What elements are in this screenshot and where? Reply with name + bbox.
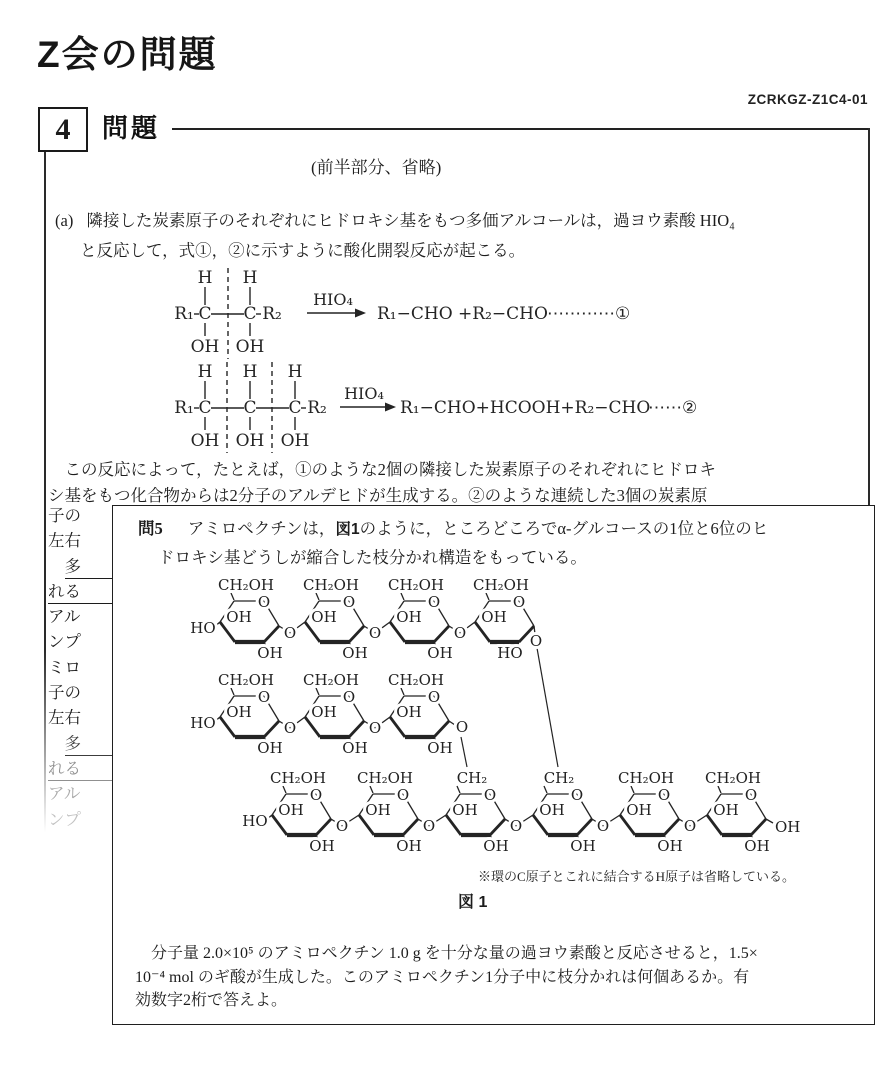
atom-label: O: [512, 593, 526, 611]
atom-label: H: [197, 268, 213, 288]
atom-label: O: [422, 817, 436, 835]
bond-line: [264, 626, 279, 642]
atom-label: H: [242, 362, 258, 382]
text-line: 分子量 2.0×10⁵ のアミロペクチン 1.0 g を十分な量の過ヨウ素酸と反応させると，1.5×: [135, 945, 758, 962]
atom-label: OH: [257, 644, 283, 662]
atom-label: OH: [483, 837, 509, 855]
reaction-arrowhead: [355, 309, 366, 318]
atom-label: OH: [311, 608, 337, 626]
bond-line: [316, 593, 319, 600]
atom-label: O: [335, 817, 349, 835]
atom-label: OH: [278, 801, 304, 819]
bond-line: [718, 786, 721, 793]
frame-right-border: [868, 128, 870, 512]
atom-label: O: [596, 817, 610, 835]
atom-label: O: [683, 817, 697, 835]
atom-label: O: [483, 786, 497, 804]
atom-label: O: [453, 624, 467, 642]
question5-line: [138, 515, 768, 544]
question5-text: アミロペクチンは，: [187, 519, 336, 538]
atom-label: OH: [396, 837, 422, 855]
atom-label: R₁: [174, 304, 194, 324]
branch-bond-line: [461, 737, 467, 767]
question5-text: のように，ところどころでα-グルコースの1位と6位のヒ: [359, 519, 769, 538]
text-fragment: ンプ: [48, 809, 81, 829]
atom-label: OH: [539, 801, 565, 819]
atom-label: O: [309, 786, 323, 804]
question5-statement: [138, 515, 768, 572]
bond-line: [766, 819, 773, 823]
atom-label: OH: [427, 644, 453, 662]
atom-label: CH₂OH: [473, 576, 529, 594]
atom-label: OH: [481, 608, 507, 626]
text-line: 効数字2桁で答えよ。: [135, 992, 288, 1010]
atom-label: CH₂OH: [270, 769, 326, 787]
atom-label: R₁: [174, 398, 194, 418]
text-fragment: ミロ: [48, 657, 81, 677]
atom-label: OH: [570, 837, 596, 855]
bond-line: [457, 786, 460, 793]
atom-label: R₂: [262, 304, 282, 324]
branch-bond-line: [537, 648, 558, 767]
bond-line: [490, 819, 505, 835]
equation-1-ref: ⋯⋯⋯⋯①: [547, 304, 631, 324]
atom-label: OH: [226, 703, 252, 721]
atom-label: CH₂: [543, 769, 575, 787]
bond-line: [486, 593, 489, 600]
bond-line: [349, 626, 364, 642]
equation-2: [100, 352, 760, 460]
body-paragraph: [48, 457, 716, 509]
atom-label: HO: [497, 644, 523, 662]
question5-task: [135, 942, 758, 1013]
atom-label: CH₂OH: [303, 671, 359, 689]
atom-label: O: [368, 719, 382, 737]
atom-label: CH₂: [456, 769, 488, 787]
atom-label: OH: [309, 837, 335, 855]
atom-label: CH₂OH: [388, 576, 444, 594]
atom-label: OH: [713, 801, 739, 819]
atom-label: H: [287, 362, 303, 382]
text-line: シ基をもつ化合物からは2分子のアルデヒドが生成する。②のような連続した3個の炭素原: [48, 486, 708, 505]
equation-2-ref: ⋯⋯②: [648, 398, 698, 418]
part-a-line: と反応して，式①，②に示すように酸化開裂反応が起こる。: [80, 241, 526, 260]
header-rule: [172, 128, 870, 130]
atom-label: OH: [257, 739, 283, 757]
part-a-line: [55, 206, 735, 236]
atom-label: O: [283, 719, 297, 737]
atom-label: O: [342, 593, 356, 611]
bond-line: [316, 688, 319, 695]
atom-label: C: [243, 398, 257, 418]
atom-label: O: [257, 593, 271, 611]
bond-line: [231, 688, 234, 695]
atom-label: O: [570, 786, 584, 804]
bond-line: [283, 786, 286, 793]
question5-label: 問5: [138, 519, 163, 538]
text-fragment: 左右: [48, 531, 81, 551]
atom-label: OH: [342, 644, 368, 662]
atom-label: OH: [626, 801, 652, 819]
atom-label: C: [198, 398, 212, 418]
atom-label: C: [288, 398, 302, 418]
atom-label: O: [744, 786, 758, 804]
atom-label: HO: [242, 812, 268, 830]
obscured-text-column: [48, 503, 112, 832]
bond-line: [401, 593, 404, 600]
atom-label: O: [509, 817, 523, 835]
atom-label: OH: [396, 608, 422, 626]
bond-line: [544, 786, 547, 793]
atom-label: O: [455, 718, 469, 736]
figure-caption: 図 1: [458, 894, 488, 911]
atom-label: OH: [427, 739, 453, 757]
figure-reference: 図1: [335, 521, 360, 538]
text-fragment: 子の: [48, 506, 81, 525]
atom-label: H: [197, 362, 213, 382]
atom-label: O: [427, 593, 441, 611]
atom-label: OH: [452, 801, 478, 819]
equation-2-products: R₁−CHO+HCOOH+R₂−CHO: [400, 398, 651, 418]
atom-label: CH₂OH: [303, 576, 359, 594]
bond-line: [401, 688, 404, 695]
atom-label: O: [283, 624, 297, 642]
frame-left-border: [44, 148, 46, 846]
page-title: Z会の問題: [37, 34, 218, 75]
reaction-arrowhead: [385, 403, 396, 412]
atom-label: CH₂OH: [357, 769, 413, 787]
text-fragment: 左右: [48, 708, 81, 728]
atom-label: OH: [775, 818, 801, 836]
reagent-label: HIO₄: [344, 384, 384, 403]
atom-label: O: [257, 688, 271, 706]
text-fragment: れる: [48, 579, 112, 604]
atom-label: OH: [235, 431, 265, 451]
equation-1-products: R₁−CHO +R₂−CHO: [377, 304, 548, 324]
part-a-label: (a): [55, 211, 74, 230]
atom-label: O: [657, 786, 671, 804]
figure-note: ※環のC原子とこれに結合するH原子は省略している。: [478, 869, 796, 884]
text-fragment: ンプ: [48, 632, 81, 652]
amylopectin-structure-figure: [151, 566, 831, 871]
atom-label: OH: [744, 837, 770, 855]
atom-label: OH: [280, 431, 310, 451]
equation-1: [100, 260, 660, 366]
question5-box: [112, 505, 875, 1025]
reagent-label: HIO₄: [313, 290, 353, 309]
atom-label: CH₂OH: [218, 576, 274, 594]
document-code: ZCRKGZ-Z1C4-01: [747, 92, 868, 107]
bond-line: [664, 819, 679, 835]
bond-line: [264, 721, 279, 737]
atom-label: O: [396, 786, 410, 804]
atom-label: CH₂OH: [705, 769, 761, 787]
section-label: 問題: [102, 113, 161, 143]
bond-line: [577, 819, 592, 835]
atom-label: OH: [396, 703, 422, 721]
problem-number: 4: [55, 112, 71, 146]
bond-line: [434, 721, 449, 737]
text-line: 10⁻⁴ mol のギ酸が生成した。このアミロペクチン1分子中に枝分かれは何個あるか。有: [135, 968, 750, 986]
atom-label: H: [242, 268, 258, 288]
atom-label: HO: [190, 714, 216, 732]
atom-label: O: [529, 632, 543, 650]
text-line: この反応によって，たとえば，①のような2個の隣接した炭素原子のそれぞれにヒドロキ: [48, 460, 716, 479]
text-fragment: アル: [48, 784, 81, 804]
atom-label: OH: [365, 801, 391, 819]
bond-line: [349, 721, 364, 737]
atom-label: CH₂OH: [388, 671, 444, 689]
atom-label: OH: [311, 703, 337, 721]
omitted-note: (前半部分、省略): [311, 158, 442, 177]
atom-label: HO: [190, 619, 216, 637]
bond-line: [751, 819, 766, 835]
atom-label: O: [368, 624, 382, 642]
atom-label: OH: [657, 837, 683, 855]
text-fragment: 多: [48, 554, 112, 579]
bond-line: [631, 786, 634, 793]
bond-line: [231, 593, 234, 600]
atom-label: OH: [190, 337, 220, 357]
atom-label: OH: [235, 337, 265, 357]
atom-label: OH: [190, 431, 220, 451]
atom-label: C: [198, 304, 212, 324]
part-a-paragraph: [55, 206, 735, 266]
atom-label: OH: [226, 608, 252, 626]
atom-label: CH₂OH: [218, 671, 274, 689]
atom-label: O: [342, 688, 356, 706]
atom-label: OH: [342, 739, 368, 757]
bond-line: [316, 819, 331, 835]
question5-line: ドロキシ基どうしが縮合した枝分かれ構造をもっている。: [158, 548, 587, 567]
bond-line: [370, 786, 373, 793]
bond-line: [434, 626, 449, 642]
text-fragment: 子の: [48, 683, 81, 703]
problem-number-box: [38, 107, 88, 152]
text-fragment: アル: [48, 607, 81, 627]
atom-label: CH₂OH: [618, 769, 674, 787]
atom-label: C: [243, 304, 257, 324]
atom-label: O: [427, 688, 441, 706]
part-a-text: 隣接した炭素原子のそれぞれにヒドロキシ基をもつ多価アルコールは，過ヨウ素酸 HIO₄: [86, 211, 735, 230]
bond-line: [403, 819, 418, 835]
atom-label: R₂: [307, 398, 327, 418]
text-fragment: 多: [48, 731, 112, 756]
text-fragment: れる: [48, 756, 112, 781]
